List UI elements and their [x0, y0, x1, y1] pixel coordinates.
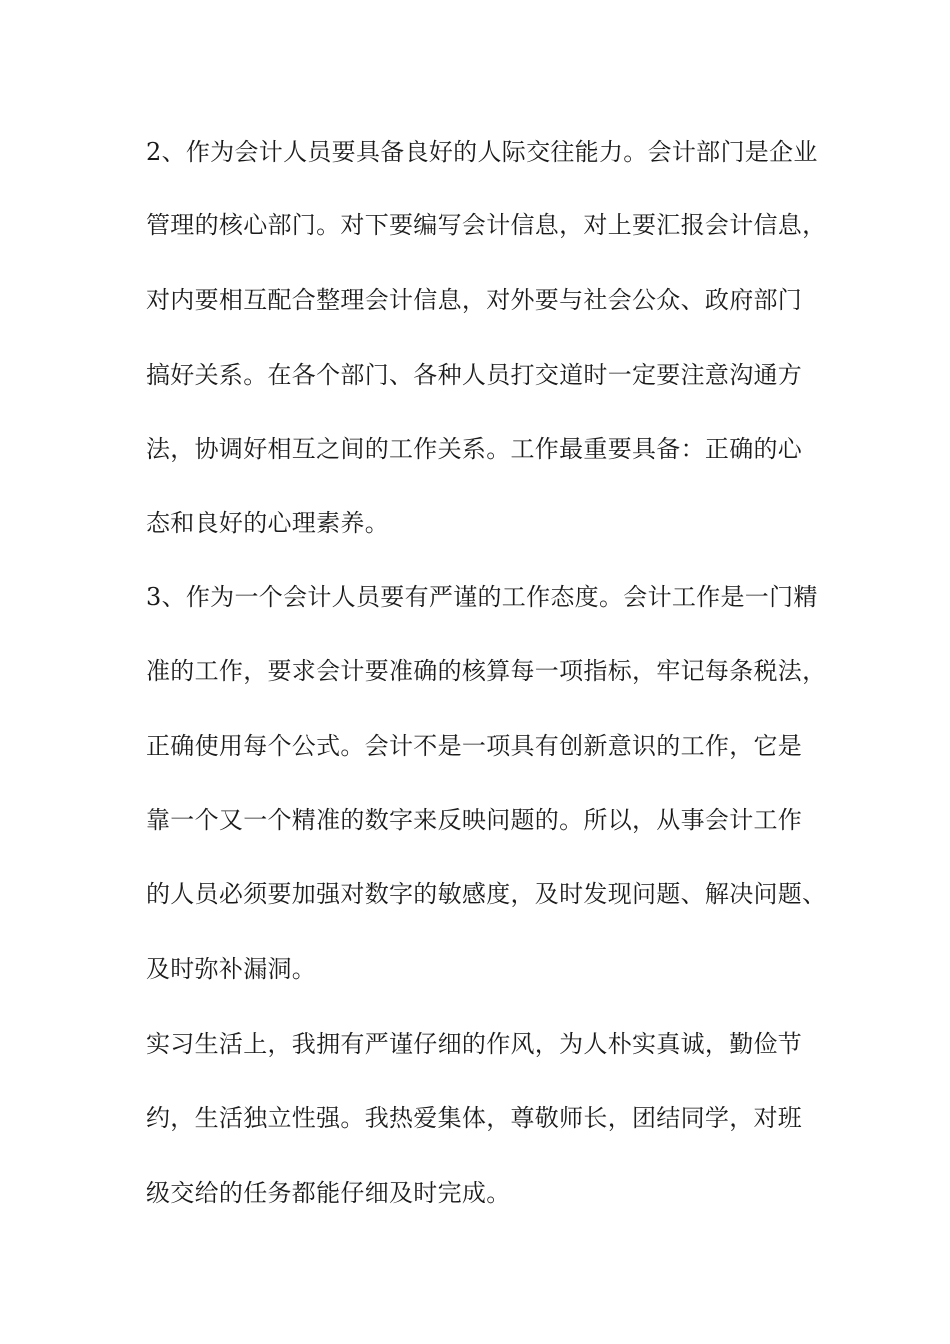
paragraph-3-line-5: 的人员必须要加强对数字的敏感度，及时发现问题、解决问题、	[146, 880, 827, 908]
paragraph-2-line-4: 搞好关系。在各个部门、各种人员打交道时一定要注意沟通方	[146, 361, 803, 389]
paragraph-3-line-3: 正确使用每个公式。会计不是一项具有创新意识的工作，它是	[146, 732, 803, 760]
paragraph-4-line-3: 级交给的任务都能仔细及时完成。	[146, 1179, 511, 1207]
paragraph-3-line-1: 3、作为一个会计人员要有严谨的工作态度。会计工作是一门精	[146, 583, 818, 611]
paragraph-3-line-2: 准的工作，要求会计要准确的核算每一项指标，牢记每条税法，	[146, 657, 827, 685]
paragraph-4-line-1: 实习生活上，我拥有严谨仔细的作风，为人朴实真诚，勤俭节	[146, 1030, 803, 1058]
paragraph-2-line-3: 对内要相互配合整理会计信息，对外要与社会公众、政府部门	[146, 286, 803, 314]
paragraph-2-line-5: 法，协调好相互之间的工作关系。工作最重要具备：正确的心	[146, 435, 803, 463]
paragraph-2-line-6: 态和良好的心理素养。	[146, 509, 389, 537]
paragraph-4-line-2: 约，生活独立性强。我热爱集体，尊敬师长，团结同学，对班	[146, 1104, 803, 1132]
paragraph-2-line-1: 2、作为会计人员要具备良好的人际交往能力。会计部门是企业	[146, 138, 818, 166]
paragraph-2-line-2: 管理的核心部门。对下要编写会计信息，对上要汇报会计信息，	[146, 211, 827, 239]
paragraph-3-line-4: 靠一个又一个精准的数字来反映问题的。所以，从事会计工作	[146, 806, 803, 834]
paragraph-3-line-6: 及时弥补漏洞。	[146, 955, 317, 983]
